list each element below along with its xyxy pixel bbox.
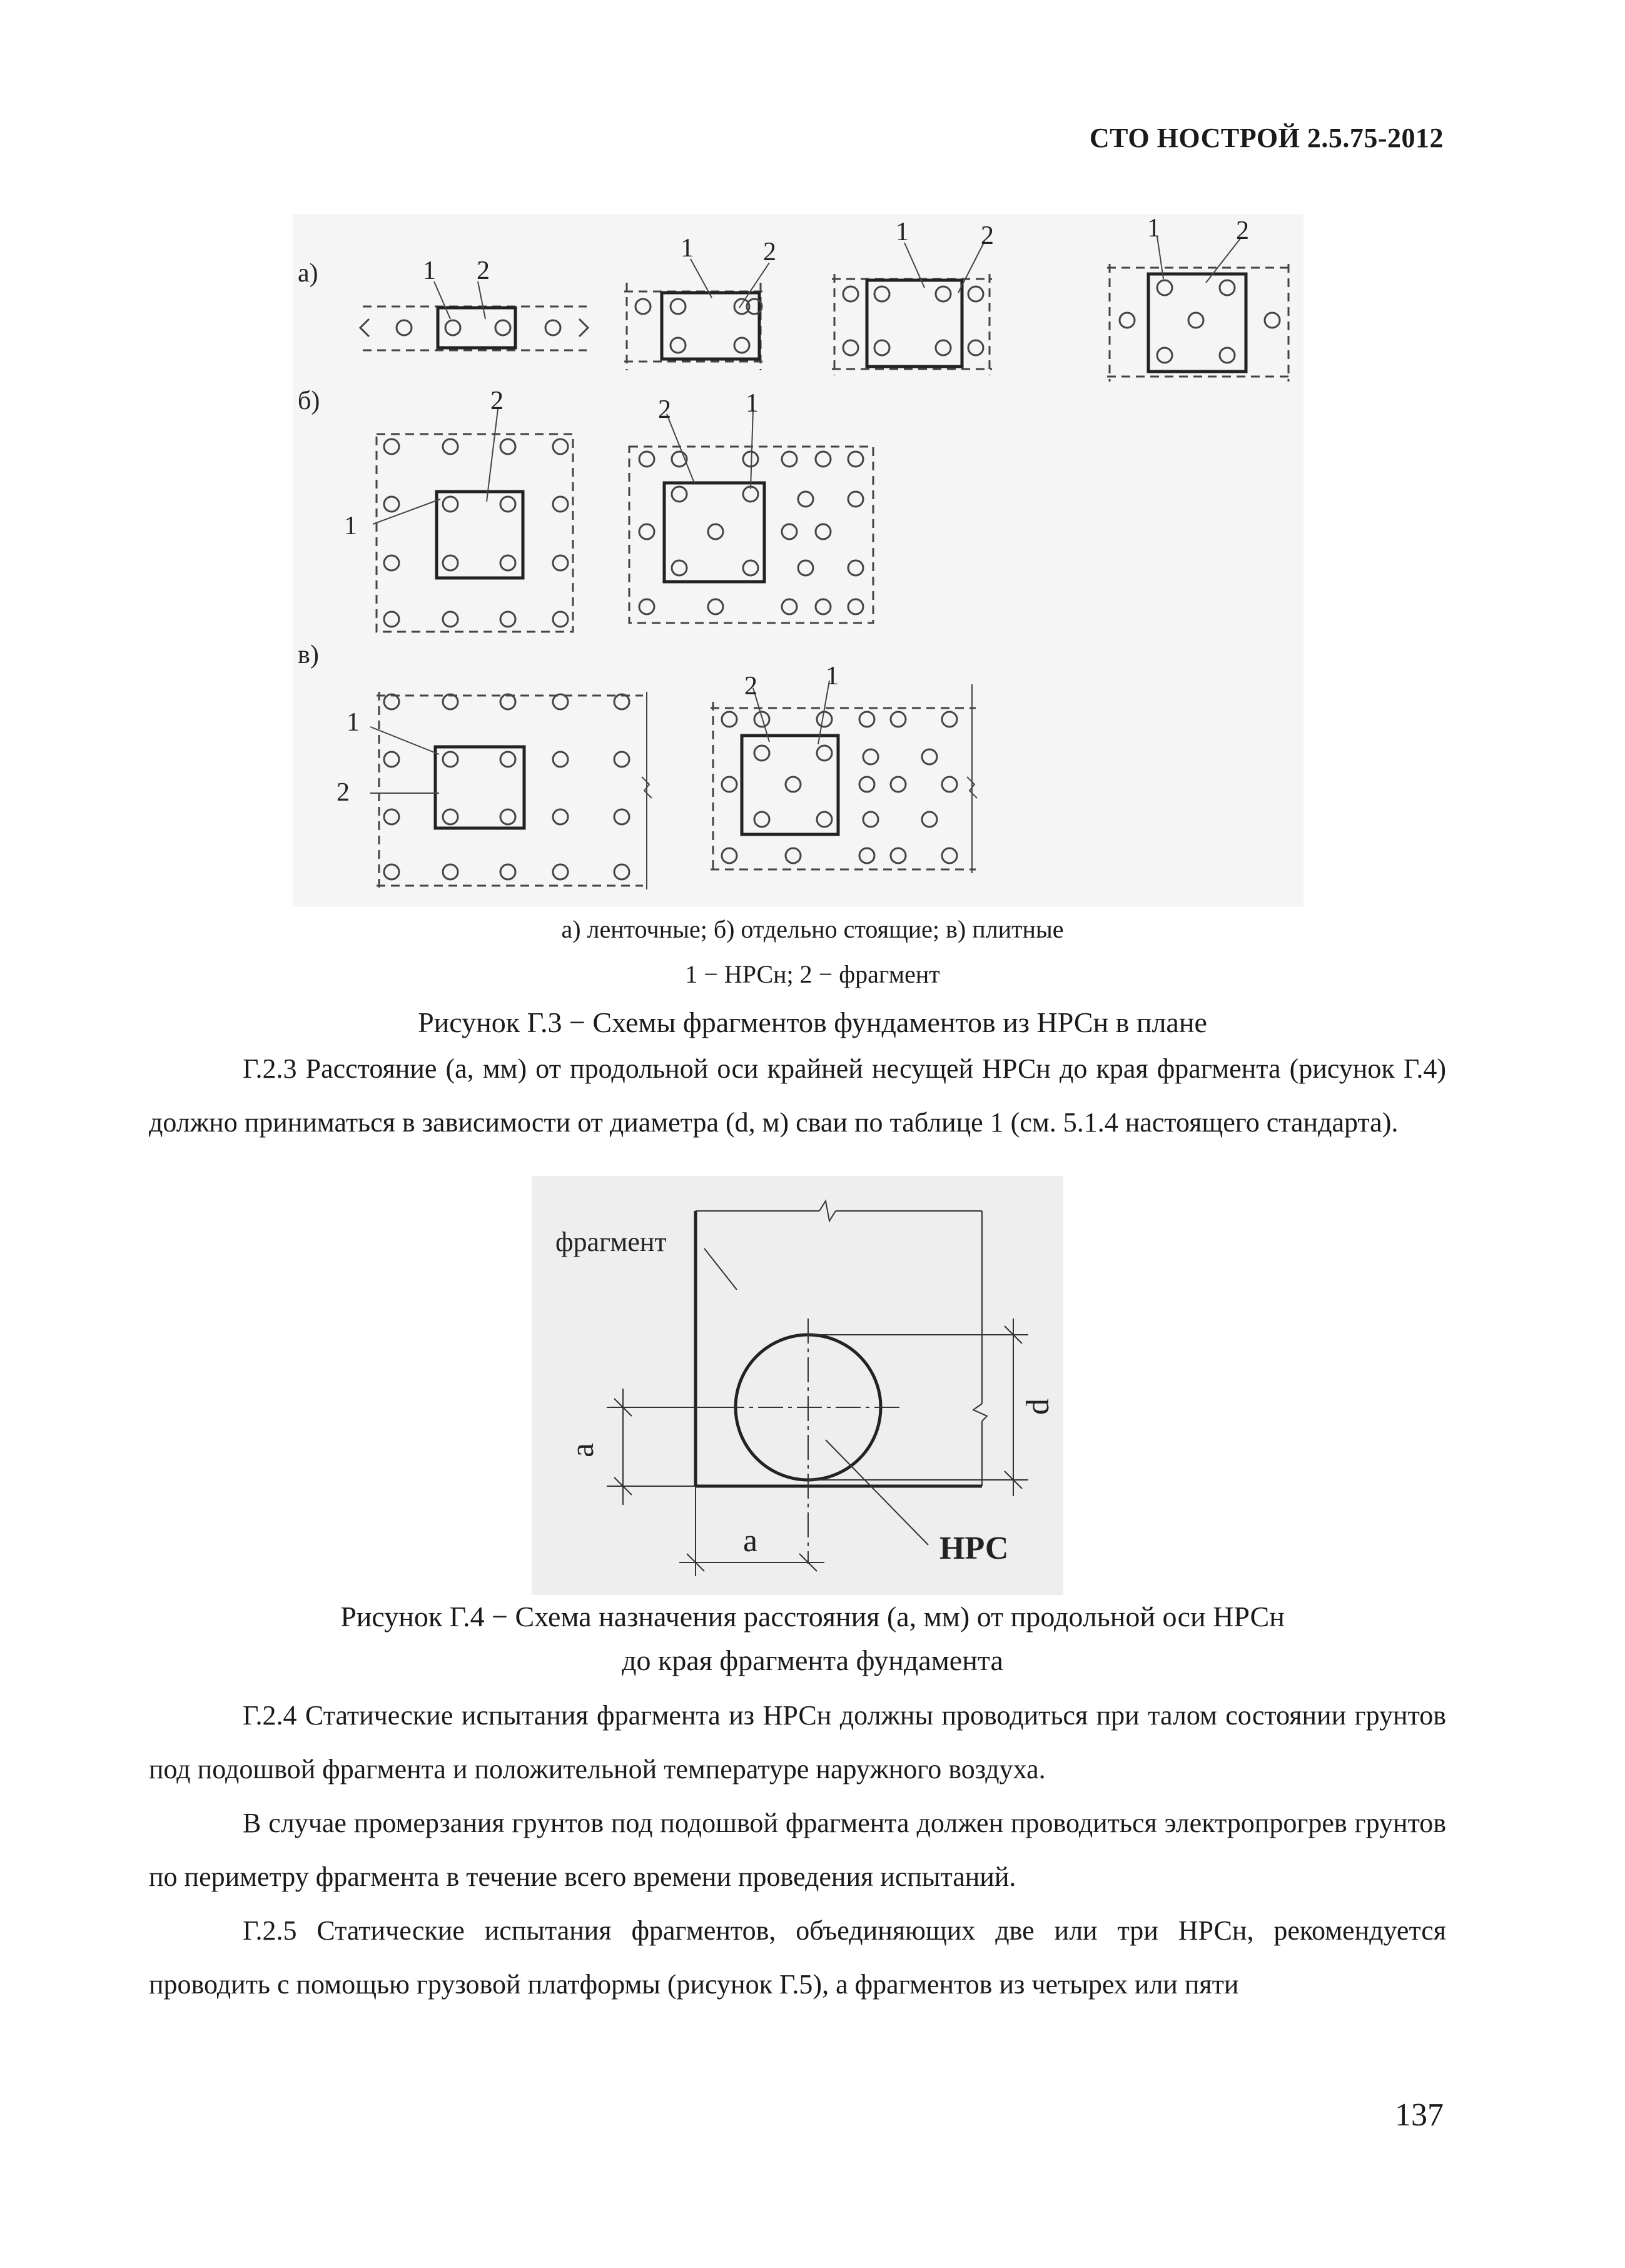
num-label: 2 xyxy=(337,778,350,807)
figure-g4-title-line1: Рисунок Г.4 − Схема назначения расстояния (а, мм) от продольной оси НРСн xyxy=(340,1601,1285,1633)
figure-g3-caption-line2: 1 − НРСн; 2 − фрагмент xyxy=(685,960,940,988)
slab-fragment-v1 xyxy=(377,692,652,889)
body-paragraphs xyxy=(149,1689,1446,2012)
label-row-v: в) xyxy=(298,640,319,669)
page-number: 137 xyxy=(1395,2097,1444,2133)
figure-g3-drawing xyxy=(293,214,1304,907)
strip-fragment-a2 xyxy=(624,283,763,370)
num-label: 1 xyxy=(347,708,360,737)
figure-g4 xyxy=(532,1176,1063,1595)
paragraph-frost: В случае промерзания грунтов под подошвой фрагмента должен проводиться электропрогрев грунтов по периметру фрагмента в течение всего времени проведения испытаний. xyxy=(149,1808,1446,1892)
strip-fragment-a1 xyxy=(360,306,588,350)
num-label: 2 xyxy=(477,256,490,285)
dimension-d: d xyxy=(1020,1399,1056,1415)
dimension-a-horizontal: a xyxy=(743,1523,758,1559)
single-fragment-b1 xyxy=(377,434,573,632)
num-label: 2 xyxy=(658,395,671,424)
num-label: 2 xyxy=(490,387,504,415)
figure-g4-drawing xyxy=(532,1176,1063,1595)
strip-fragment-a4 xyxy=(1107,264,1292,382)
strip-fragment-a3 xyxy=(832,274,992,375)
label-row-b: б) xyxy=(298,387,320,415)
dimension-a-vertical: a xyxy=(565,1442,600,1457)
num-label: 1 xyxy=(681,234,694,263)
figure-g3-caption-line1: а) ленточные; б) отдельно стоящие; в) плитные xyxy=(561,915,1064,943)
num-label: 2 xyxy=(744,672,757,701)
num-label: 1 xyxy=(344,512,357,540)
figure-g3-title: Рисунок Г.3 − Схемы фрагментов фундаментов из НРСн в плане xyxy=(418,1006,1207,1038)
figure-g4-title-line2: до края фрагмента фундамента xyxy=(622,1644,1003,1676)
fragment-label: фрагмент xyxy=(555,1227,667,1257)
num-label: 1 xyxy=(423,256,436,285)
num-label: 2 xyxy=(763,238,776,266)
slab-fragment-v2 xyxy=(711,684,977,873)
num-label: 1 xyxy=(1147,214,1160,243)
label-row-a: а) xyxy=(298,259,318,288)
num-label: 1 xyxy=(896,218,909,246)
num-label: 1 xyxy=(826,662,839,691)
document-header: СТО НОСТРОЙ 2.5.75-2012 xyxy=(1089,123,1444,153)
paragraph-g23 xyxy=(149,1042,1446,1150)
num-label: 2 xyxy=(1236,216,1249,245)
paragraph-g23-text: Г.2.3 Расстояние (а, мм) от продольной оси крайней несущей НРСн до края фрагмента (рисунок Г.4) должно приниматься в зависимости от диаметра (d, м) сваи по таблице 1 (см. 5.1.4 настоящего стандарта). xyxy=(149,1053,1446,1138)
pile-label: НРС xyxy=(939,1531,1009,1566)
num-label: 2 xyxy=(981,221,994,250)
figure-g3 xyxy=(293,214,1304,907)
paragraph-g24: Г.2.4 Статические испытания фрагмента из НРСн должны проводиться при талом состоянии грунтов под подошвой фрагмента и положительной температуре наружного воздуха. xyxy=(149,1700,1446,1785)
num-label: 1 xyxy=(746,389,759,418)
paragraph-g25: Г.2.5 Статические испытания фрагментов, объединяющих две или три НРСн, рекомендуется проводить с помощью грузовой платформы (рисунок Г.5), а фрагментов из четырех или пяти xyxy=(149,1915,1446,2000)
